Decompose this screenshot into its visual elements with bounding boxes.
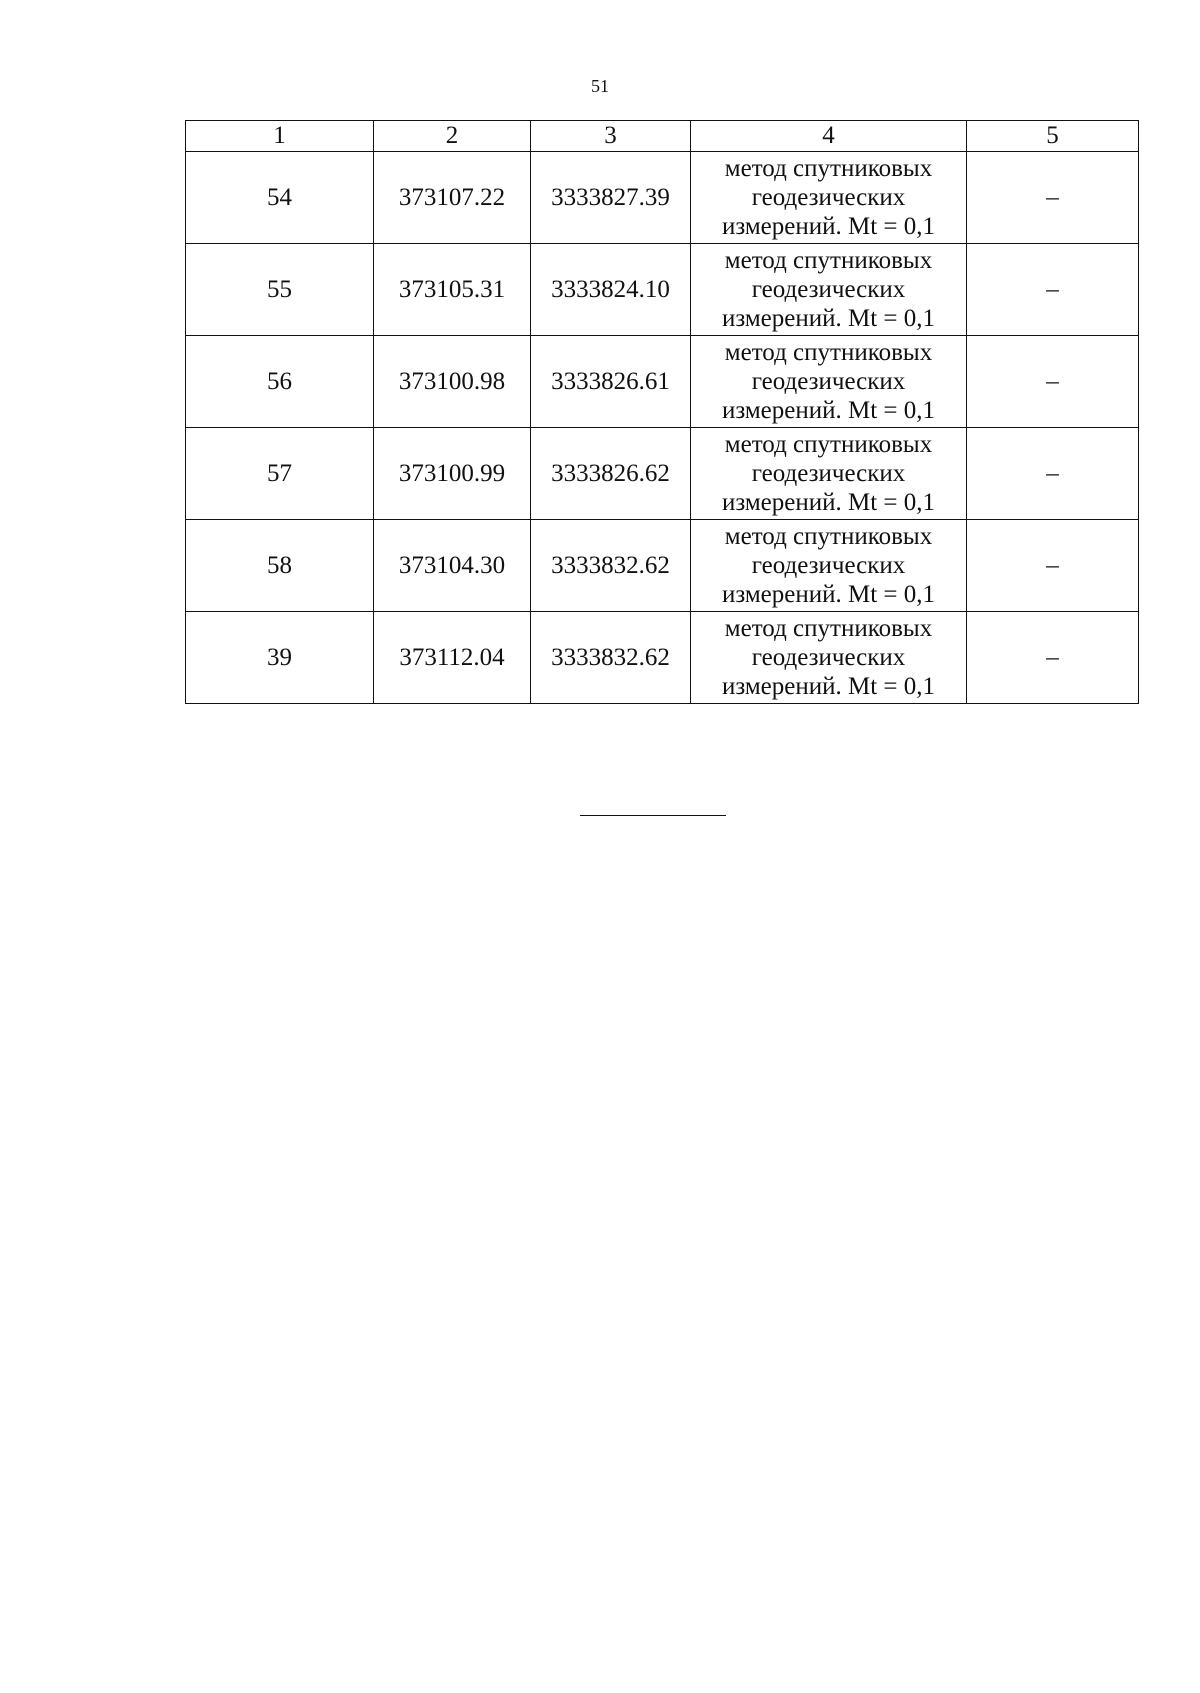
method-line: измерений. Mt = 0,1 bbox=[721, 581, 936, 608]
x-coordinate-cell: 373100.98 bbox=[374, 336, 531, 428]
end-separator-line bbox=[580, 815, 726, 816]
note-cell: – bbox=[967, 612, 1139, 704]
y-coordinate-cell: 3333826.62 bbox=[531, 428, 691, 520]
method-line: геодезических bbox=[751, 460, 906, 487]
method-cell bbox=[691, 244, 967, 336]
table-row bbox=[186, 612, 1139, 704]
method-line: метод спутниковых bbox=[724, 615, 933, 642]
note-cell: – bbox=[967, 428, 1139, 520]
method-cell bbox=[691, 428, 967, 520]
method-line: метод спутниковых bbox=[724, 523, 933, 550]
page-number: 51 bbox=[591, 76, 609, 96]
note-cell: – bbox=[967, 336, 1139, 428]
table-row bbox=[186, 520, 1139, 612]
note-cell: – bbox=[967, 244, 1139, 336]
point-number-cell: 58 bbox=[186, 520, 374, 612]
method-line: измерений. Mt = 0,1 bbox=[721, 397, 936, 424]
column-header-5: 5 bbox=[967, 121, 1139, 152]
method-line: измерений. Mt = 0,1 bbox=[721, 213, 936, 240]
method-line: измерений. Mt = 0,1 bbox=[721, 489, 936, 516]
header-row bbox=[186, 121, 1139, 152]
method-line: геодезических bbox=[751, 276, 906, 303]
column-header-1: 1 bbox=[186, 121, 374, 152]
x-coordinate-cell: 373107.22 bbox=[374, 152, 531, 244]
method-line: метод спутниковых bbox=[724, 155, 933, 182]
method-cell bbox=[691, 152, 967, 244]
method-line: измерений. Mt = 0,1 bbox=[721, 305, 936, 332]
table-row bbox=[186, 244, 1139, 336]
point-number-cell: 39 bbox=[186, 612, 374, 704]
note-cell: – bbox=[967, 152, 1139, 244]
point-number-cell: 57 bbox=[186, 428, 374, 520]
method-line: измерений. Mt = 0,1 bbox=[721, 673, 936, 700]
method-line: метод спутниковых bbox=[724, 339, 933, 366]
method-line: геодезических bbox=[751, 552, 906, 579]
method-cell bbox=[691, 612, 967, 704]
method-cell bbox=[691, 520, 967, 612]
x-coordinate-cell: 373104.30 bbox=[374, 520, 531, 612]
method-line: геодезических bbox=[751, 644, 906, 671]
table-body bbox=[186, 152, 1139, 704]
x-coordinate-cell: 373100.99 bbox=[374, 428, 531, 520]
method-cell bbox=[691, 336, 967, 428]
coordinates-table bbox=[185, 120, 1139, 704]
x-coordinate-cell: 373112.04 bbox=[374, 612, 531, 704]
y-coordinate-cell: 3333827.39 bbox=[531, 152, 691, 244]
y-coordinate-cell: 3333832.62 bbox=[531, 612, 691, 704]
table-row bbox=[186, 336, 1139, 428]
column-header-3: 3 bbox=[531, 121, 691, 152]
note-cell: – bbox=[967, 520, 1139, 612]
method-line: геодезических bbox=[751, 368, 906, 395]
point-number-cell: 56 bbox=[186, 336, 374, 428]
method-line: метод спутниковых bbox=[724, 247, 933, 274]
column-header-4: 4 bbox=[691, 121, 967, 152]
y-coordinate-cell: 3333824.10 bbox=[531, 244, 691, 336]
method-line: геодезических bbox=[751, 184, 906, 211]
point-number-cell: 54 bbox=[186, 152, 374, 244]
point-number-cell: 55 bbox=[186, 244, 374, 336]
y-coordinate-cell: 3333832.62 bbox=[531, 520, 691, 612]
column-header-2: 2 bbox=[374, 121, 531, 152]
method-line: метод спутниковых bbox=[724, 431, 933, 458]
y-coordinate-cell: 3333826.61 bbox=[531, 336, 691, 428]
table-row bbox=[186, 152, 1139, 244]
table-row bbox=[186, 428, 1139, 520]
table-header bbox=[186, 121, 1139, 152]
x-coordinate-cell: 373105.31 bbox=[374, 244, 531, 336]
